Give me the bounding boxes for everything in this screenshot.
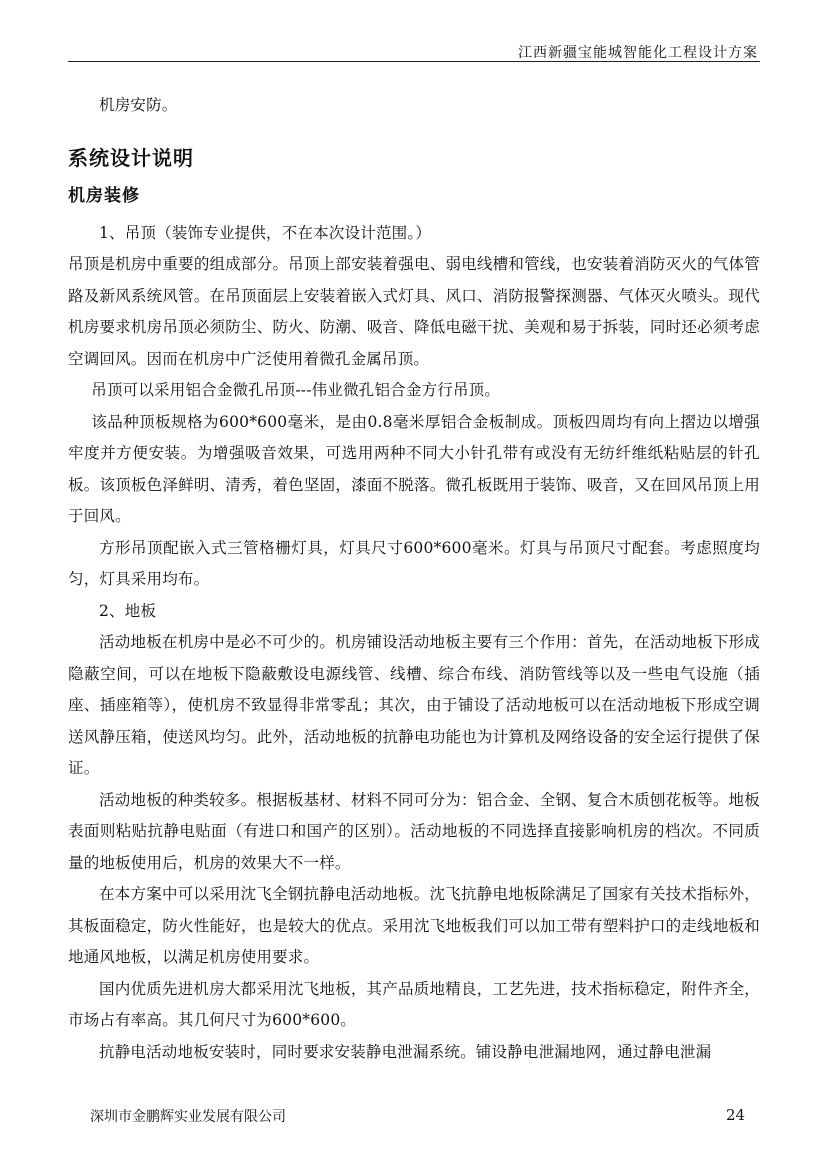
header-divider — [68, 61, 760, 62]
paragraph: 吊顶可以采用铝合金微孔吊顶---伟业微孔铝合金方行吊顶。 — [91, 381, 501, 399]
paragraph: 在本方案中可以采用沈飞全钢抗静电活动地板。沈飞抗静电地板除满足了国家有关技术指标外，其板面稳定，防火性能好，也是较大的优点。采用沈飞地板我们可以加工带有塑料护口的走线地板和地通风地板，以满足机房使用要求。 — [68, 885, 760, 966]
intro-line: 机房安防。 — [99, 96, 178, 114]
footer-company: 深圳市金鹏辉实业发展有限公司 — [90, 1109, 286, 1125]
paragraph: 活动地板的种类较多。根据板基材、材料不同可分为：铝合金、全钢、复合木质刨花板等。地板表面则粘贴抗静电贴面（有进口和国产的区别）。活动地板的不同选择直接影响机房的档次。不同质量的地板使用后，机房的效果大不一样。 — [68, 790, 760, 872]
page-number: 24 — [726, 1106, 746, 1124]
paragraph: 活动地板在机房中是必不可少的。机房铺设活动地板主要有三个作用：首先，在活动地板下形成隐蔽空间，可以在地板下隐蔽敷设电源线管、线槽、综合布线、消防管线等以及一些电气设施（插座、插座箱等），使机房不致显得非常零乱；其次，由于铺设了活动地板可以在活动地板下形成空调送风静压箱，使送风均匀。此外，活动地板的抗静电功能也为计算机及网络设备的安全运行提供了保证。 — [68, 633, 760, 777]
document-body — [68, 90, 760, 1068]
page-header-title: 江西新疆宝能城智能化工程设计方案 — [518, 45, 758, 61]
section-title: 系统设计说明 — [68, 145, 194, 170]
paragraph: 方形吊顶配嵌入式三管格栅灯具，灯具尺寸600*600毫米。灯具与吊顶尺寸配套。考虑照度均匀，灯具采用均布。 — [68, 538, 760, 588]
paragraph: 吊顶是机房中重要的组成部分。吊顶上部安装着强电、弱电线槽和管线，也安装着消防灭火的气体管路及新风系统风管。在吊顶面层上安装着嵌入式灯具、风口、消防报警探测器、气体灭火喷头。现代机房要求机房吊顶必须防尘、防火、防潮、吸音、降低电磁干扰、美观和易于拆装，同时还必须考虑空调回风。因而在机房中广泛使用着微孔金属吊顶。 — [68, 255, 760, 368]
paragraph: 该品种顶板规格为600*600毫米，是由0.8毫米厚铝合金板制成。顶板四周均有向上摺边以增强牢度并方便安装。为增强吸音效果，可选用两种不同大小针孔带有或没有无纺纤维纸粘贴层的针孔板。该顶板色泽鲜明、清秀，着色坚固，漆面不脱落。微孔板既用于装饰、吸音，又在回风吊顶上用于回风。 — [68, 412, 760, 525]
paragraph: 抗静电活动地板安装时，同时要求安装静电泄漏系统。铺设静电泄漏地网，通过静电泄漏 — [99, 1042, 712, 1061]
subsection-title: 机房装修 — [68, 185, 140, 206]
paragraph: 国内优质先进机房大都采用沈飞地板，其产品质地精良，工艺先进，技术指标稳定，附件齐全，市场占有率高。其几何尺寸为600*600。 — [68, 979, 760, 1029]
paragraph: 2、地板 — [99, 601, 157, 620]
paragraph: 1、吊顶（装饰专业提供，不在本次设计范围。） — [99, 223, 432, 242]
